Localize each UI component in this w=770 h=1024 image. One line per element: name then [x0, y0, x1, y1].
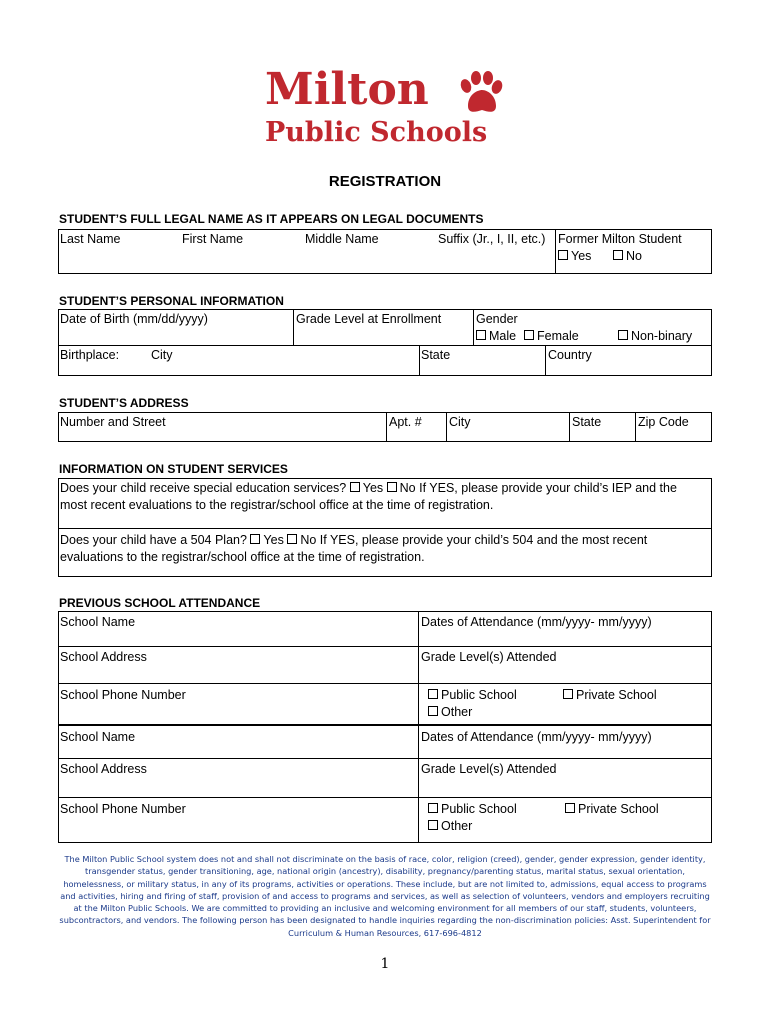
school1-phone-label: School Phone Number — [60, 688, 186, 702]
school1-dates-label: Dates of Attendance (mm/yyyy- mm/yyyy) — [421, 615, 652, 629]
school2-phone-label: School Phone Number — [60, 802, 186, 816]
gender-label: Gender — [476, 312, 518, 326]
sped-yes-option[interactable]: Yes — [350, 481, 383, 495]
checkbox-icon — [565, 803, 575, 813]
address-section-heading: STUDENT’S ADDRESS — [59, 396, 189, 410]
school2-private-option[interactable]: Private School — [565, 801, 659, 817]
former-yes-option[interactable]: Yes — [558, 248, 591, 264]
checkbox-icon — [428, 820, 438, 830]
checkbox-icon — [387, 482, 397, 492]
checkbox-icon — [250, 534, 260, 544]
school1-private-option[interactable]: Private School — [563, 687, 657, 703]
first-name-label: First Name — [182, 232, 244, 246]
former-no-option[interactable]: No — [613, 248, 642, 264]
previous-section-heading: PREVIOUS SCHOOL ATTENDANCE — [59, 596, 261, 610]
suffix-label: Suffix (Jr., I, II, etc.) — [438, 232, 546, 246]
address-city-label: City — [449, 415, 471, 429]
sped-no-option[interactable]: No If YES, please provide your child’s IEP and the — [387, 481, 677, 495]
school2-dates-label: Dates of Attendance (mm/yyyy- mm/yyyy) — [421, 730, 652, 744]
zip-label: Zip Code — [638, 415, 689, 429]
checkbox-icon — [613, 250, 623, 260]
school2-other-option[interactable]: Other — [428, 818, 472, 834]
personal-section-heading: STUDENT’S PERSONAL INFORMATION — [59, 294, 284, 308]
paw-icon — [456, 70, 504, 116]
logo-public-schools: Public Schools — [265, 117, 488, 148]
dob-label: Date of Birth (mm/dd/yyyy) — [60, 312, 208, 326]
sped-instructions: most recent evaluations to the registrar/school office at the time of registration. — [60, 498, 494, 512]
name-section-heading: STUDENT’S FULL LEGAL NAME AS IT APPEARS ON LEGAL DOCUMENTS — [59, 212, 484, 226]
school2-grades-label: Grade Level(s) Attended — [421, 762, 557, 776]
school2-address-label: School Address — [60, 762, 147, 776]
plan504-yes-option[interactable]: Yes — [250, 533, 283, 547]
logo-milton: Milton — [265, 64, 429, 115]
checkbox-icon — [287, 534, 297, 544]
birth-country-label: Country — [548, 348, 592, 362]
former-student-label: Former Milton Student — [558, 232, 682, 246]
school1-other-option[interactable]: Other — [428, 704, 472, 720]
checkbox-icon — [558, 250, 568, 260]
checkbox-icon — [428, 706, 438, 716]
school1-public-option[interactable]: Public School — [428, 687, 517, 703]
checkbox-icon — [524, 330, 534, 340]
plan504-question: Does your child have a 504 Plan? Yes No If YES, please provide your child’s 504 and the most recent — [60, 533, 648, 547]
checkbox-icon — [428, 803, 438, 813]
checkbox-icon — [476, 330, 486, 340]
checkbox-icon — [563, 689, 573, 699]
last-name-label: Last Name — [60, 232, 121, 246]
checkbox-icon — [428, 689, 438, 699]
street-label: Number and Street — [60, 415, 166, 429]
plan504-instructions: evaluations to the registrar/school office at the time of registration. — [60, 550, 425, 564]
gender-male-option[interactable]: Male — [476, 328, 516, 344]
services-section-heading: INFORMATION ON STUDENT SERVICES — [59, 462, 288, 476]
birthplace-label: Birthplace: — [60, 348, 120, 362]
page-number: 1 — [380, 956, 390, 972]
gender-nonbinary-option[interactable]: Non-binary — [618, 328, 692, 344]
middle-name-label: Middle Name — [305, 232, 379, 246]
school1-name-label: School Name — [60, 615, 136, 629]
gender-female-option[interactable]: Female — [524, 328, 579, 344]
page-title: REGISTRATION — [328, 173, 442, 190]
school2-name-label: School Name — [60, 730, 136, 744]
nondiscrimination-notice: The Milton Public School system does not and shall not discriminate on the basis of race, color, religion (creed), gender, gender expression, gender identity, transgender status, gender transitioning, age, national origin (ancestry), disability, pregnancy/parenting status, marital status, sexual orientation, homelessness, or military status, in any of its programs, activities or operations. These include, but are not limited to, admissions, equal access to programs and activities, hiring and firing of staff, provision of and access to programs and services, as well as selection of volunteers, vendors and employers recruiting at the Milton Public Schools. We are committed to providing an inclusive and welcoming environment for all members of our staff, students, volunteers, subcontractors, and vendors. The following person has been designated to handle inquiries regarding the non-discrimination policies: Asst. Superintendent for Curriculum & Human Resources, 617-696-4812 — [59, 854, 711, 938]
plan504-no-option[interactable]: No If YES, please provide your child’s 504 and the most recent — [287, 533, 647, 547]
sped-question: Does your child receive special education services? Yes No If YES, please provide your child’s IEP and the — [60, 481, 677, 495]
checkbox-icon — [618, 330, 628, 340]
school1-grades-label: Grade Level(s) Attended — [421, 650, 557, 664]
birth-city-label: City — [151, 348, 173, 362]
school2-public-option[interactable]: Public School — [428, 801, 517, 817]
school1-address-label: School Address — [60, 650, 147, 664]
address-state-label: State — [572, 415, 602, 429]
grade-enroll-label: Grade Level at Enrollment — [296, 312, 442, 326]
birth-state-label: State — [421, 348, 451, 362]
apt-label: Apt. # — [389, 415, 422, 429]
checkbox-icon — [350, 482, 360, 492]
